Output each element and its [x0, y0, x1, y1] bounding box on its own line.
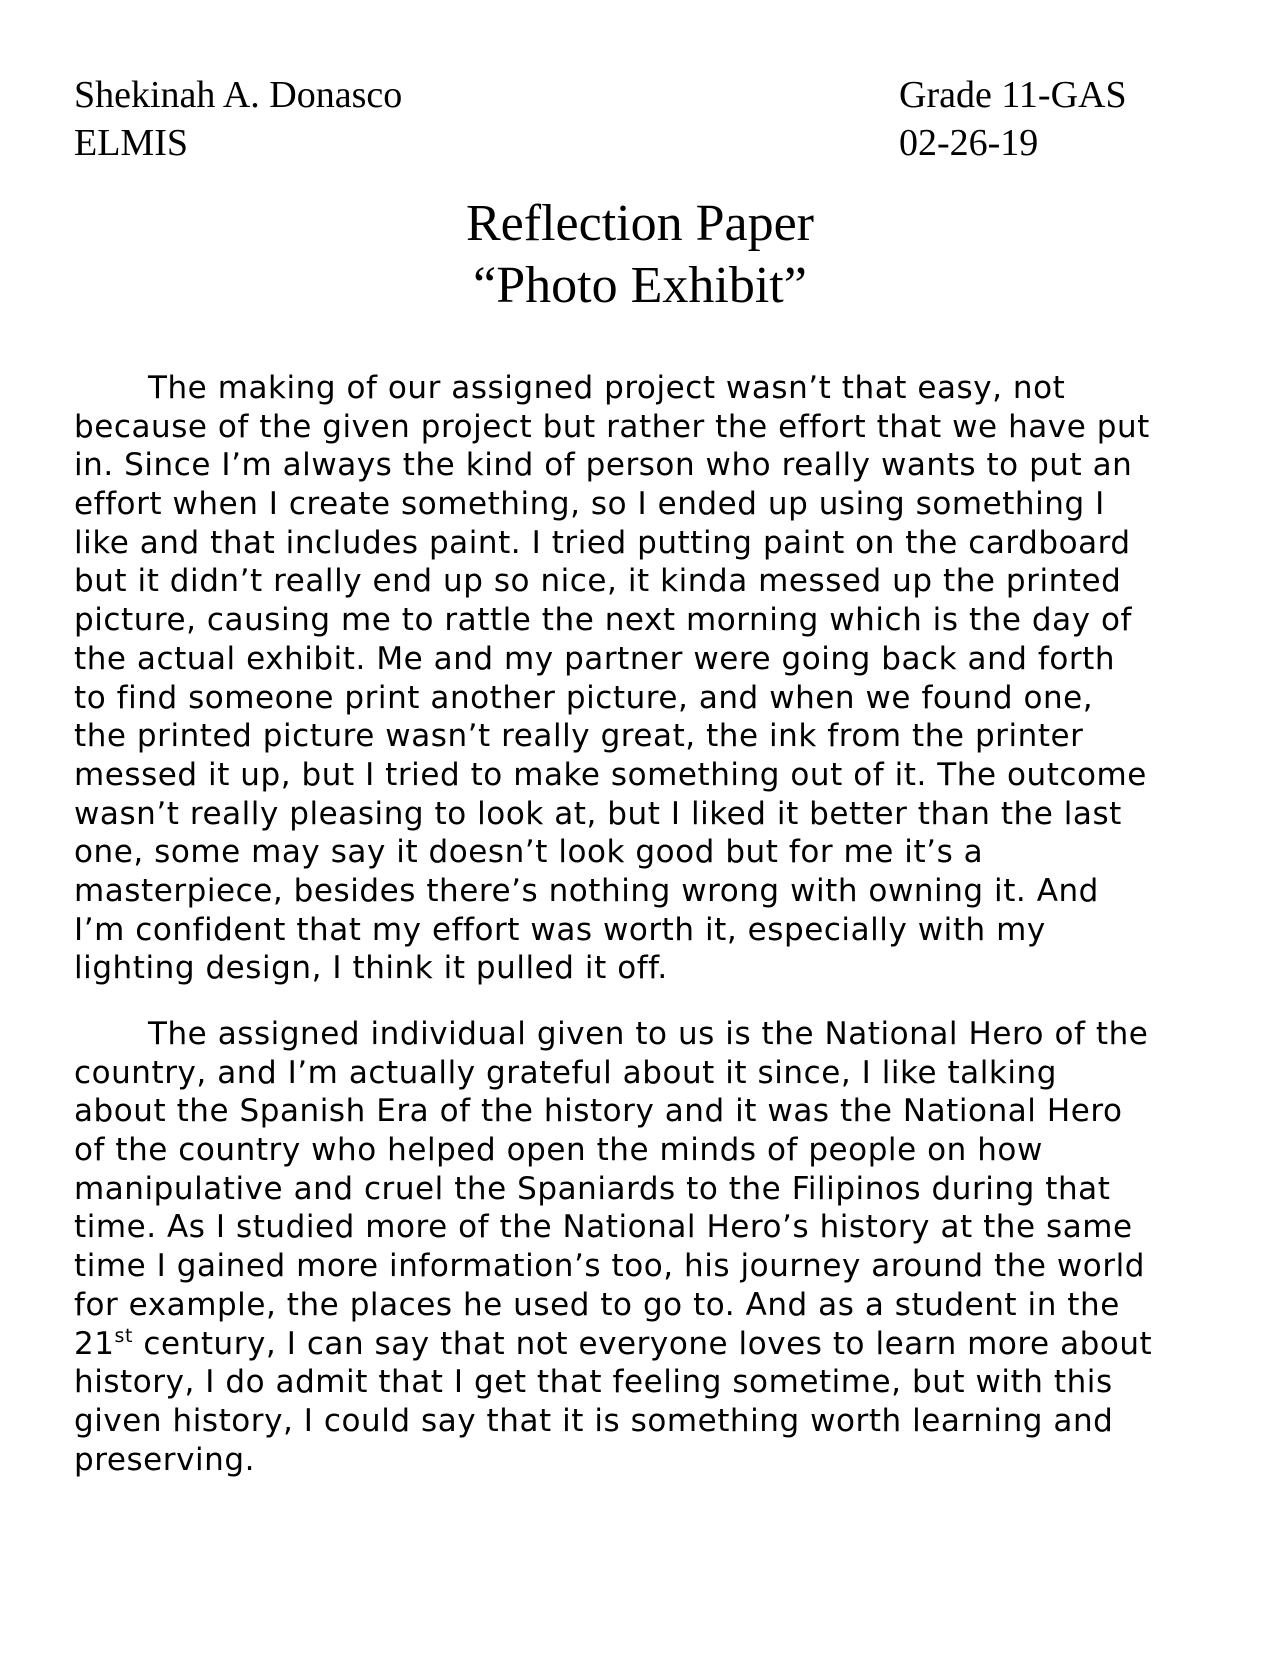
- paragraph-line: effort when I create something, so I ended up using something I: [74, 486, 1105, 523]
- paragraph-line: in. Since I’m always the kind of person who really wants to put an: [74, 447, 1133, 484]
- century-number: 21: [74, 1325, 115, 1362]
- paragraph-line-with-superscript: [74, 1325, 1214, 1364]
- paragraph-line: history, I do admit that I get that feeling sometime, but with this: [74, 1364, 1113, 1401]
- subject: ELMIS: [74, 122, 188, 164]
- paragraph-line: country, and I’m actually grateful about it since, I like talking: [74, 1054, 1057, 1091]
- paragraph-line: but it didn’t really end up so nice, it kinda messed up the printed: [74, 563, 1122, 600]
- paragraph-line: time. As I studied more of the National Hero’s history at the same: [74, 1209, 1133, 1246]
- paragraph-line: time I gained more information’s too, his journey around the world: [74, 1248, 1145, 1285]
- paragraph-line: masterpiece, besides there’s nothing wrong with owning it. And: [74, 872, 1099, 909]
- student-name: Shekinah A. Donasco: [74, 74, 403, 116]
- paragraph-1: [74, 369, 1214, 988]
- date: 02-26-19: [899, 122, 1039, 164]
- grade-section: Grade 11-GAS: [899, 74, 1127, 116]
- header-row-1: [74, 74, 1214, 116]
- paragraph-line: The making of our assigned project wasn’t that easy, not: [148, 370, 1066, 406]
- paragraph-line: preserving.: [74, 1441, 255, 1478]
- paragraph-line: of the country who helped open the minds of people on how: [74, 1132, 1043, 1169]
- paragraph-line: for example, the places he used to go to. And as a student in the: [74, 1286, 1120, 1323]
- paragraph-line: because of the given project but rather the effort that we have put: [74, 408, 1150, 445]
- paragraph-line: I’m confident that my effort was worth it, especially with my: [74, 911, 1046, 948]
- page-subtitle: “Photo Exhibit”: [473, 257, 807, 314]
- paragraph-line: lighting design, I think it pulled it off.: [74, 950, 668, 987]
- paragraph-line: about the Spanish Era of the history and it was the National Hero: [74, 1093, 1123, 1130]
- paragraph-line: messed it up, but I tried to make something out of it. The outcome: [74, 756, 1147, 793]
- paragraph-line: given history, I could say that it is something worth learning and: [74, 1402, 1114, 1439]
- paragraph-line: the printed picture wasn’t really great, the ink from the printer: [74, 718, 1084, 755]
- header-row-2: [74, 122, 1214, 164]
- ordinal-superscript: st: [114, 1324, 133, 1347]
- paragraph-line: The assigned individual given to us is the National Hero of the: [148, 1016, 1149, 1052]
- paragraph-line: wasn’t really pleasing to look at, but I liked it better than the last: [74, 795, 1122, 832]
- page-title: Reflection Paper: [466, 195, 814, 252]
- paragraph-line: like and that includes paint. I tried putting paint on the cardboard: [74, 524, 1131, 561]
- paragraph-2: [74, 1015, 1214, 1479]
- century-line-rest: century, I can say that not everyone loves to learn more about: [133, 1325, 1153, 1362]
- paragraph-line: picture, causing me to rattle the next morning which is the day of: [74, 602, 1132, 639]
- paragraph-line: to find someone print another picture, and when we found one,: [74, 679, 1094, 716]
- paragraph-line: manipulative and cruel the Spaniards to the Filipinos during that: [74, 1170, 1111, 1207]
- paragraph-line: the actual exhibit. Me and my partner were going back and forth: [74, 640, 1116, 677]
- paragraph-line: one, some may say it doesn’t look good but for me it’s a: [74, 834, 984, 871]
